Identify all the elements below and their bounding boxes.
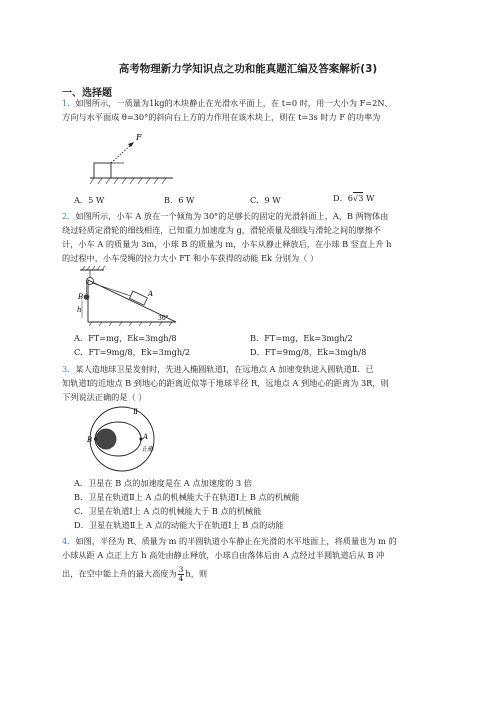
ceiling-hatch	[82, 266, 105, 270]
q3-line2: 知轨道Ⅰ的近地点 B 到地心的距离近似等于地球半径 R，远地点 A 到地心的距离为 3R，则	[62, 378, 389, 388]
force-arrow	[111, 144, 132, 163]
cart-a	[129, 291, 147, 305]
q1-line1: 1．如图所示，一质量为1kg的木块静止在光滑水平面上，在 t=0 时，用一大小为 F=2N、	[62, 98, 393, 108]
q3-option-c: C．卫星在轨道Ⅰ上 A 点的机械能大于 B 点的机械能	[74, 506, 262, 516]
q1-option-c: C．9 W	[250, 195, 281, 205]
q4-line3: 出，在空中能上升的最大高度为 $\frac{3}{4}$ h，则	[62, 565, 208, 583]
q1-option-d: D．6√3 W	[333, 193, 375, 203]
q2-option-a: A．FT=mg，Ek=3mgh/8	[74, 333, 177, 343]
q3-figure	[80, 406, 170, 476]
q2-figure	[76, 266, 186, 328]
force-label: F	[136, 133, 142, 142]
q3-line1: 3．某人造地球卫星发射时，先进入椭圆轨道Ⅰ，在远地点 A 加速变轨进入圆轨道Ⅱ．已	[62, 364, 374, 374]
q1-figure	[88, 130, 198, 190]
q3-option-a: A．卫星在 B 点的加速度是在 A 点加速度的 3 倍	[74, 478, 252, 488]
q2-line4: 的过程中，小车受绳的拉力大小 FT 和小车获得的动能 Ek 分别为（ ）	[62, 253, 319, 263]
q2-line2: 绕过轻质定滑轮的细线相连，已知重力加速度为 g，滑轮质量及细线与滑轮之间的摩擦不	[62, 225, 381, 235]
q1-option-b: B．6 W	[164, 195, 195, 205]
point-a-label: A	[143, 433, 149, 441]
angle-label: 30°	[158, 315, 169, 322]
orbit-1-label: 正確	[142, 446, 155, 453]
q4-number: 4．	[62, 536, 76, 546]
q2-line1: 2．如图所示，小车 A 放在一个倾角为 30°的足够长的固定的光滑斜面上，A、B 两物体由	[62, 211, 389, 221]
q1-number: 1．	[62, 98, 76, 108]
q2-line3: 计，小车 A 的质量为 3m，小球 B 的质量为 m，小车从静止释放后，在小球 B 竖直上升 h	[62, 239, 392, 249]
q3-option-b: B．卫星在轨道Ⅱ上 A 点的机械能大于在轨道Ⅰ上 B 点的机械能	[74, 492, 300, 502]
q1-option-a: A．5 W	[74, 195, 105, 205]
q4-line2: 小球从距 A 点正上方 h 高处由静止释放，小球自由落体后由 A 点经过半圆轨道后从 B 冲	[62, 550, 385, 560]
block	[94, 163, 111, 178]
q3-option-d: D．卫星在轨道Ⅱ上 A 点的动能大于在轨道Ⅰ上 B 点的动能	[74, 520, 284, 530]
q2-option-d: D．FT=9mg/8，Ek=3mgh/8	[250, 347, 367, 357]
page-title: 高考物理新力学知识点之功和能真题汇编及答案解析(3)	[118, 63, 378, 75]
q1-line2: 方向与水平面成 θ=30°的斜向右上方的力作用在该木块上，则在 t=3s 时力 F 的功率为	[62, 112, 381, 122]
point-b	[94, 437, 97, 440]
height-label: h	[77, 306, 82, 314]
orbit-2-label: Ⅱ	[133, 408, 138, 416]
ground-hatch	[90, 178, 166, 184]
ball-b	[84, 294, 90, 300]
q3-number: 3．	[62, 364, 76, 374]
fraction: $\frac{3}{4}$	[178, 565, 184, 583]
point-b-label: B	[87, 436, 93, 444]
q2-number: 2．	[62, 211, 76, 221]
earth	[96, 429, 117, 450]
base-hatch	[89, 322, 172, 326]
cart-a-label: A	[148, 290, 154, 298]
q4-line1: 4．如图，半径为 R、质量为 m 的半圆轨道小车静止在光滑的水平地面上，将质量也为 m 的	[62, 536, 397, 546]
q2-option-b: B．FT=mg，Ek=3mgh/2	[250, 333, 353, 343]
section-heading: 一、选择题	[62, 88, 112, 99]
ball-b-label: B	[78, 293, 84, 301]
q2-option-c: C．FT=9mg/8，Ek=3mgh/2	[74, 347, 191, 357]
q3-line3: 下列说法正确的是（ ）	[62, 392, 147, 402]
